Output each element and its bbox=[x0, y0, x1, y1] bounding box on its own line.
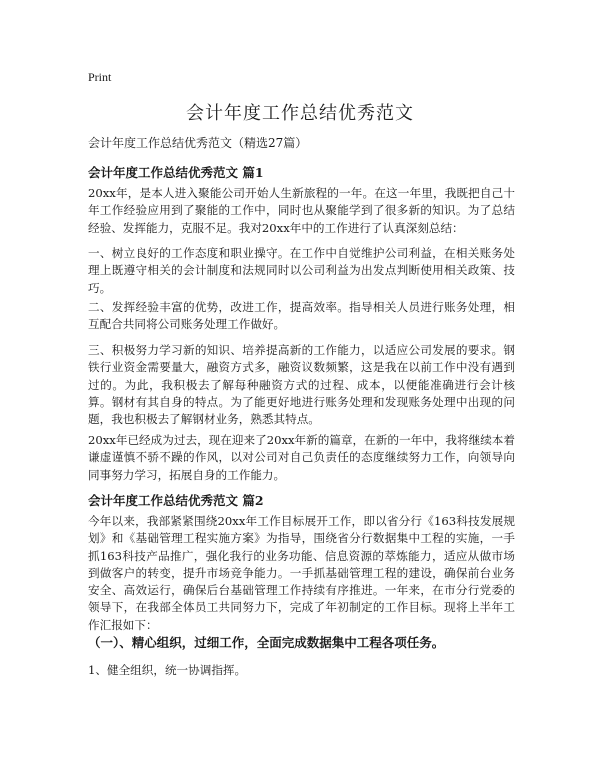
paragraph: 今年以来，我部紧紧围绕20xx年工作目标展开工作，即以省分行《163科技发展规划》和《基础管理工程实施方案》为指导，围绕省分行数据集中工程的实施，一手抓163科技产品推广，强化我行的业务功能、信息资源的萃炼能力，适应从做市场到做客户的转变，提升市场竞争能力。一手抓基础管理工程的建设，确保前台业务安全、高效运行，确保后台基础管理工作持续有序推进。一年来，在市分行党委的领导下，在我部全体员工共同努力下，完成了年初制定的工作目标。现将上半年工作汇报如下： bbox=[88, 514, 515, 632]
bold-subheading: （一）、精心组织，过细工作，全面完成数据集中工程各项任务。 bbox=[88, 635, 445, 650]
section-2-heading: 会计年度工作总结优秀范文 篇2 bbox=[88, 493, 264, 508]
section-1-heading: 会计年度工作总结优秀范文 篇1 bbox=[88, 165, 264, 180]
paragraph: 二、发挥经验丰富的优势，改进工作，提高效率。指导相关人员进行账务处理，相互配合共同将公司账务处理工作做好。 bbox=[88, 300, 515, 332]
document-subtitle: 会计年度工作总结优秀范文（精选27篇） bbox=[88, 136, 308, 150]
page-title: 会计年度工作总结优秀范文 bbox=[186, 103, 414, 124]
paragraph: 20xx年，是本人进入聚能公司开始人生新旅程的一年。在这一年里，我既把自己十年工作经验应用到了聚能的工作中，同时也从聚能学到了很多新的知识。为了总结经验、发挥能力，克服不足。我对20xx年中的工作进行了认真深刻总结： bbox=[88, 186, 515, 235]
paragraph: 一、树立良好的工作态度和职业操守。在工作中自觉维护公司利益，在相关账务处理上既遵守相关的会计制度和法规同时以公司利益为出发点判断使用相关政策、技巧。 bbox=[88, 246, 515, 295]
paragraph: 20xx年已经成为过去，现在迎来了20xx年新的篇章，在新的一年中，我将继续本着谦虚谨慎不骄不躁的作风，以对公司对自己负责任的态度继续努力工作，向领导向同事努力学习，拓展自身的工作能力。 bbox=[88, 433, 515, 482]
paragraph: 1、健全组织，统一协调指挥。 bbox=[88, 663, 247, 677]
print-link[interactable]: Print bbox=[88, 70, 112, 84]
paragraph: 三、积极努力学习新的知识、培养提高新的工作能力，以适应公司发展的要求。钢铁行业资金需要量大，融资方式多，融资议数频繁，这是我在以前工作中没有遇到过的。为此，我积极去了解每种融资方式的过程、成本，以便能准确进行会计核算。钢材有其自身的特点。为了能更好地进行账务处理和发现账务处理中出现的问题，我也积极去了解钢材业务，熟悉其特点。 bbox=[88, 343, 515, 427]
